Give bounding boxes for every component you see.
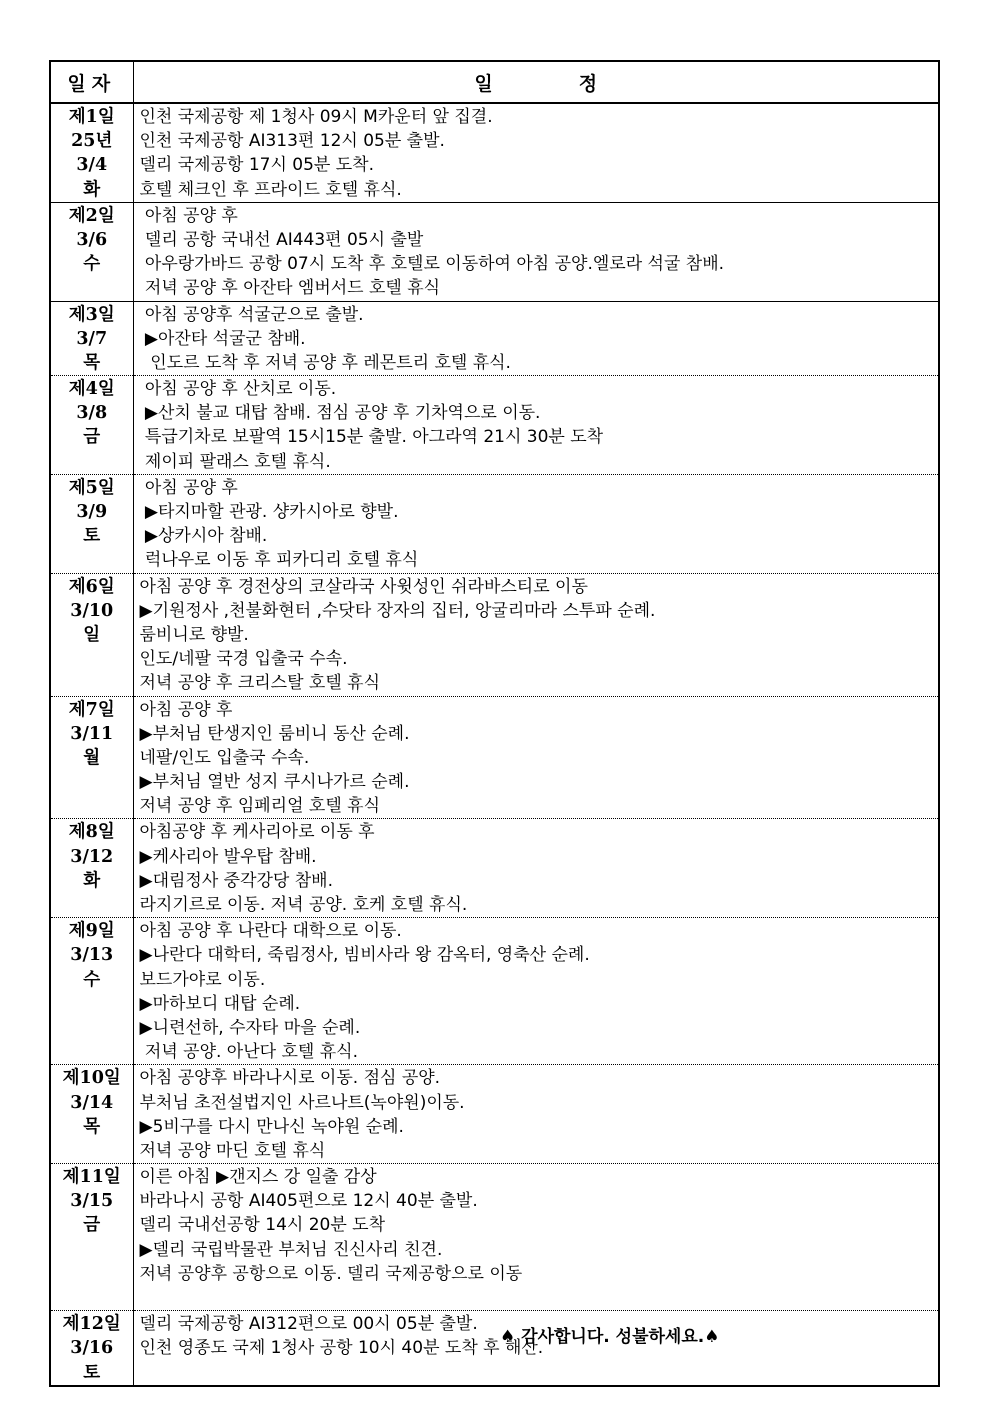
header-row <box>51 62 938 103</box>
day-label: 3/15 <box>70 1191 114 1212</box>
schedule-line: ▶기원정사 ,천불화현터 ,수닷타 장자의 집터, 앙굴리마라 스투파 순례. <box>139 600 656 621</box>
day-row <box>51 918 938 1065</box>
day-label: 수 <box>83 969 101 990</box>
day-label: 제5일 <box>68 477 115 498</box>
day-row <box>51 474 938 573</box>
day-label: 3/9 <box>76 502 108 522</box>
day-row <box>51 573 938 696</box>
day-label: 화 <box>83 870 101 891</box>
day-label: 제2일 <box>68 205 115 226</box>
day-column-header: 일자 <box>51 62 133 103</box>
day-label: 금 <box>83 1215 101 1236</box>
day-label: 월 <box>83 747 101 768</box>
schedule-line: 아침공양 후 케사리아로 이동 후 <box>139 822 375 843</box>
schedule-line: 저녁 공양 마딘 호텔 휴식 <box>139 1140 326 1161</box>
schedule-line: ▶대림정사 중각강당 참배. <box>139 870 334 891</box>
day-label: 3/12 <box>70 846 114 867</box>
schedule-line: 이른 아침 ▶갠지스 강 일출 감상 <box>139 1167 377 1188</box>
schedule-cell <box>133 918 938 1065</box>
day-label: 목 <box>83 1116 101 1137</box>
schedule-line: 델리 국제공항 AI312편으로 00시 05분 출발. <box>139 1314 478 1335</box>
day-cell <box>51 573 133 696</box>
schedule-line: 저녁 공양 후 아잔타 엠버서드 호텔 휴식 <box>139 278 441 299</box>
day-label: 제1일 <box>68 107 115 127</box>
schedule-line: 저녁 공양. 아난다 호텔 휴식. <box>139 1042 358 1063</box>
schedule-line: 제이피 팔래스 호텔 휴식. <box>139 451 331 472</box>
schedule-line: 아침 공양 후 나란다 대학으로 이동. <box>139 921 402 942</box>
day-label: 제12일 <box>62 1314 121 1335</box>
schedule-line: 라지기르로 이동. 저녁 공양. 호케 호텔 휴식. <box>139 895 468 915</box>
schedule-cell <box>133 103 938 202</box>
day-row <box>51 202 938 301</box>
schedule-line: ▶아잔타 석굴군 참배. <box>139 328 306 349</box>
schedule-line: 아침 공양 후 <box>139 699 233 720</box>
day-label: 제3일 <box>68 304 115 325</box>
schedule-line: 인천 국제공항 제 1청사 09시 M카운터 앞 집결. <box>139 107 493 127</box>
itinerary-body <box>51 103 938 1385</box>
day-label: 토 <box>83 526 101 547</box>
schedule-line <box>140 1286 939 1310</box>
schedule-line: ▶상카시아 참배. <box>139 526 268 547</box>
day-label: 제9일 <box>68 921 115 942</box>
schedule-line: ▶부처님 탄생지인 룸비니 동산 순례. <box>139 723 410 744</box>
day-label: 제4일 <box>68 379 115 400</box>
itinerary-table <box>51 62 938 1385</box>
day-label: 3/10 <box>70 600 114 621</box>
schedule-line: ▶부처님 열반 성지 쿠시나가르 순례. <box>139 772 410 793</box>
day-label: 3/8 <box>76 403 108 424</box>
schedule-cell <box>133 301 938 376</box>
closing-message: ♠ 감사합니다. 성불하세요.♠ <box>500 1327 720 1347</box>
day-label: 일 <box>83 624 101 645</box>
day-cell <box>51 202 133 301</box>
schedule-line: 저녁 공양후 공항으로 이동. 델리 국제공항으로 이동 <box>139 1263 523 1284</box>
day-cell <box>51 1311 133 1385</box>
day-label: 3/6 <box>76 229 108 250</box>
schedule-cell <box>133 573 938 696</box>
day-label: 금 <box>83 427 101 448</box>
schedule-cell <box>133 1065 938 1164</box>
schedule-line: 럭나우로 이동 후 피카디리 호텔 휴식 <box>139 550 419 571</box>
schedule-line: 부처님 초전설법지인 사르나트(녹야원)이동. <box>139 1092 465 1113</box>
schedule-cell <box>133 819 938 918</box>
day-label: 3/11 <box>70 723 114 744</box>
day-row <box>51 301 938 376</box>
day-label: 3/14 <box>70 1092 114 1113</box>
day-cell <box>51 301 133 376</box>
day-row <box>51 696 938 819</box>
schedule-line: ▶산치 불교 대탑 참배. 점심 공양 후 기차역으로 이동. <box>139 403 541 424</box>
day-label: 3/13 <box>70 945 114 966</box>
schedule-line: ▶타지마할 관광. 샹카시아로 향발. <box>139 502 399 522</box>
schedule-line: 델리 국내선공항 14시 20분 도착 <box>139 1215 386 1236</box>
day-row <box>51 1311 938 1385</box>
day-row <box>51 103 938 202</box>
day-label: 제6일 <box>68 576 115 597</box>
schedule-line: 인도/네팔 국경 입출국 수속. <box>139 649 348 670</box>
schedule-line: 인도르 도착 후 저녁 공양 후 레몬트리 호텔 휴식. <box>139 352 511 373</box>
schedule-cell <box>133 376 938 475</box>
schedule-cell <box>133 1164 938 1311</box>
schedule-line: 델리 공항 국내선 AI443편 05시 출발 <box>139 229 424 250</box>
schedule-line: 아침 공양후 석굴군으로 출발. <box>139 304 364 325</box>
schedule-line: 인천 국제공항 AI313편 12시 05분 출발. <box>139 131 445 152</box>
day-cell <box>51 1164 133 1311</box>
day-cell <box>51 819 133 918</box>
schedule-line: ▶5비구를 다시 만나신 녹야원 순례. <box>139 1116 404 1137</box>
schedule-cell <box>133 474 938 573</box>
schedule-line: 아침 공양 후 <box>139 477 238 498</box>
day-label: 제7일 <box>68 699 115 720</box>
day-label: 제11일 <box>62 1167 121 1188</box>
schedule-line: ▶델리 국립박물관 부처님 진신사리 친견. <box>139 1239 443 1260</box>
day-cell <box>51 103 133 202</box>
schedule-line: 아우랑가바드 공항 07시 도착 후 호텔로 이동하여 아침 공양.엘로라 석굴 참배. <box>139 254 725 275</box>
schedule-line: 바라나시 공항 AI405편으로 12시 40분 출발. <box>139 1191 478 1212</box>
day-label: 3/7 <box>76 328 108 349</box>
day-cell <box>51 918 133 1065</box>
schedule-line: 아침 공양후 바라나시로 이동. 점심 공양. <box>139 1068 441 1089</box>
schedule-line: 인천 영종도 국제 1청사 공항 10시 40분 도착 후 해산. <box>139 1338 544 1359</box>
schedule-line: 델리 국제공항 17시 05분 도착. <box>139 155 375 176</box>
schedule-line: ▶나란다 대학터, 죽림정사, 빔비사라 왕 감옥터, 영축산 순례. <box>139 945 590 966</box>
day-label: 토 <box>83 1362 101 1383</box>
day-label: 3/16 <box>70 1338 114 1359</box>
schedule-cell <box>133 202 938 301</box>
schedule-line: ▶니련선하, 수자타 마을 순례. <box>139 1017 361 1038</box>
schedule-line: 저녁 공양 후 크리스탈 호텔 휴식 <box>139 673 381 694</box>
schedule-line: 호텔 체크인 후 프라이드 호텔 휴식. <box>139 179 402 200</box>
schedule-line: 아침 공양 후 경전상의 코살라국 사윗성인 쉬라바스티로 이동 <box>139 576 588 597</box>
day-row <box>51 376 938 475</box>
schedule-line: 아침 공양 후 <box>139 205 238 226</box>
day-cell <box>51 376 133 475</box>
day-label: 목 <box>83 352 101 373</box>
day-cell <box>51 474 133 573</box>
day-label: 화 <box>83 179 101 200</box>
schedule-line: 특급기차로 보팔역 15시15분 출발. 아그라역 21시 30분 도착 <box>139 427 604 448</box>
day-label: 수 <box>83 254 101 275</box>
schedule-line: ▶케사리아 발우탑 참배. <box>139 846 317 867</box>
day-row <box>51 1065 938 1164</box>
schedule-line <box>140 1361 939 1385</box>
day-row <box>51 819 938 918</box>
schedule-line: ▶마하보디 대탑 순례. <box>139 993 301 1014</box>
day-row <box>51 1164 938 1311</box>
schedule-cell <box>133 696 938 819</box>
schedule-line: 네팔/인도 입출국 수속. <box>139 747 310 768</box>
schedule-column-header: 일정 <box>133 62 938 103</box>
day-label: 제10일 <box>62 1068 121 1089</box>
day-label: 제8일 <box>68 822 115 843</box>
day-label: 25년 <box>71 131 113 152</box>
schedule-line: 보드가야로 이동. <box>139 969 266 990</box>
day-label: 3/4 <box>76 155 108 176</box>
day-cell <box>51 1065 133 1164</box>
schedule-line: 룸비니로 향발. <box>139 624 249 645</box>
schedule-line: 아침 공양 후 산치로 이동. <box>139 379 337 400</box>
schedule-line: 저녁 공양 후 임페리얼 호텔 휴식 <box>139 796 381 817</box>
itinerary-sheet <box>49 60 940 1387</box>
day-cell <box>51 696 133 819</box>
